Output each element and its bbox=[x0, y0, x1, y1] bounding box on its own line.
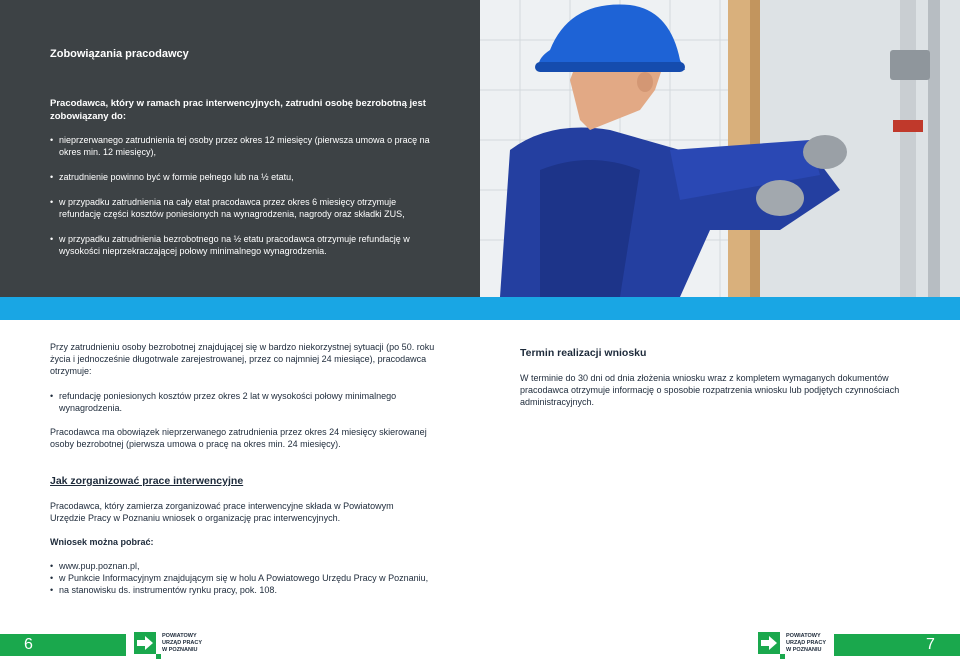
deadline-heading: Termin realizacji wniosku bbox=[520, 347, 647, 359]
obligations-panel bbox=[0, 0, 480, 297]
refund-item: • refundację poniesionych kosztów przez okres 2 lat w wysokości połowy minimalnego wynagrodzenia. bbox=[50, 390, 435, 414]
page-number-left: 6 bbox=[24, 636, 33, 653]
obligation-item: • nieprzerwanego zatrudnienia tej osoby przez okres 12 miesięcy (pierwsza umowa o pracę na okres min. 12 miesięcy), bbox=[50, 134, 435, 158]
worker-illustration bbox=[480, 0, 960, 297]
obligation-item: • zatrudnienie powinno być w formie pełnego lub na ½ etatu, bbox=[50, 171, 435, 183]
arrow-icon bbox=[758, 632, 780, 654]
pup-logo-right bbox=[758, 632, 838, 666]
worker-photo bbox=[480, 0, 960, 297]
obligation-item: • w przypadku zatrudnienia bezrobotnego na ½ etatu pracodawca otrzymuje refundację w wysokości nieprzekraczającej połowy minimalnego wynagrodzenia. bbox=[50, 233, 435, 257]
footer-bar-left bbox=[0, 634, 126, 656]
logo-square bbox=[156, 654, 161, 659]
pup-logo-left bbox=[134, 632, 214, 666]
download-location: • na stanowisku ds. instrumentów rynku pracy, pok. 108. bbox=[50, 584, 470, 596]
deadline-paragraph: W terminie do 30 dni od dnia złożenia wniosku wraz z kompletem wymaganych dokumentów pracodawca otrzymuje informację o sposobie rozpatrzenia wniosku lub podjętych czynnościach administracyjnych. bbox=[520, 373, 900, 407]
refund-list bbox=[50, 390, 435, 414]
obligations-heading: Zobowiązania pracodawcy bbox=[50, 48, 189, 60]
logo-text: POWIATOWY URZĄD PRACY W POZNANIU bbox=[786, 633, 827, 653]
download-label: Wniosek można pobrać: bbox=[50, 537, 154, 547]
logo-square bbox=[780, 654, 785, 659]
logo-text: POWIATOWY URZĄD PRACY W POZNANIU bbox=[162, 633, 203, 653]
arrow-icon bbox=[134, 632, 156, 654]
page-number-right: 7 bbox=[926, 636, 935, 653]
obligation-item: • w przypadku zatrudnienia na cały etat pracodawca przez okres 6 miesięcy otrzymuje refundację części kosztów poniesionych na wynagrodzenia, nagrody oraz składki ZUS, bbox=[50, 196, 435, 220]
divider-bar bbox=[0, 297, 960, 320]
organize-heading: Jak zorganizować prace interwencyjne bbox=[50, 475, 244, 487]
special-situation-paragraph: Przy zatrudnieniu osoby bezrobotnej znajdującej się w bardzo niekorzystnej sytuacji (po 50. roku życia i jednocześnie długotrwale zarejestrowanej, przez co najmniej 24 miesiące), pracodawca otrzymuje: bbox=[50, 342, 435, 376]
obligations-list bbox=[50, 134, 435, 270]
download-link[interactable]: • www.pup.poznan.pl, bbox=[50, 560, 470, 572]
download-location: • w Punkcie Informacyjnym znajdującym się w holu A Powiatowego Urzędu Pracy w Poznaniu, bbox=[50, 572, 470, 584]
obligations-intro: Pracodawca, który w ramach prac interwencyjnych, zatrudni osobę bezrobotną jest zobowiązany do: bbox=[50, 98, 426, 122]
organize-paragraph: Pracodawca, który zamierza zorganizować prace interwencyjne składa w Powiatowym Urzędzie Pracy w Poznaniu wniosek o organizację prac interwencyjnych. bbox=[50, 501, 394, 523]
download-locations bbox=[50, 560, 470, 596]
obligation-paragraph: Pracodawca ma obowiązek nieprzerwanego zatrudnienia przez okres 24 miesięcy skierowanej osoby bezrobotnej (pierwsza umowa o pracę na okres min. 24 miesięcy). bbox=[50, 427, 427, 449]
footer-bar-right bbox=[834, 634, 960, 656]
